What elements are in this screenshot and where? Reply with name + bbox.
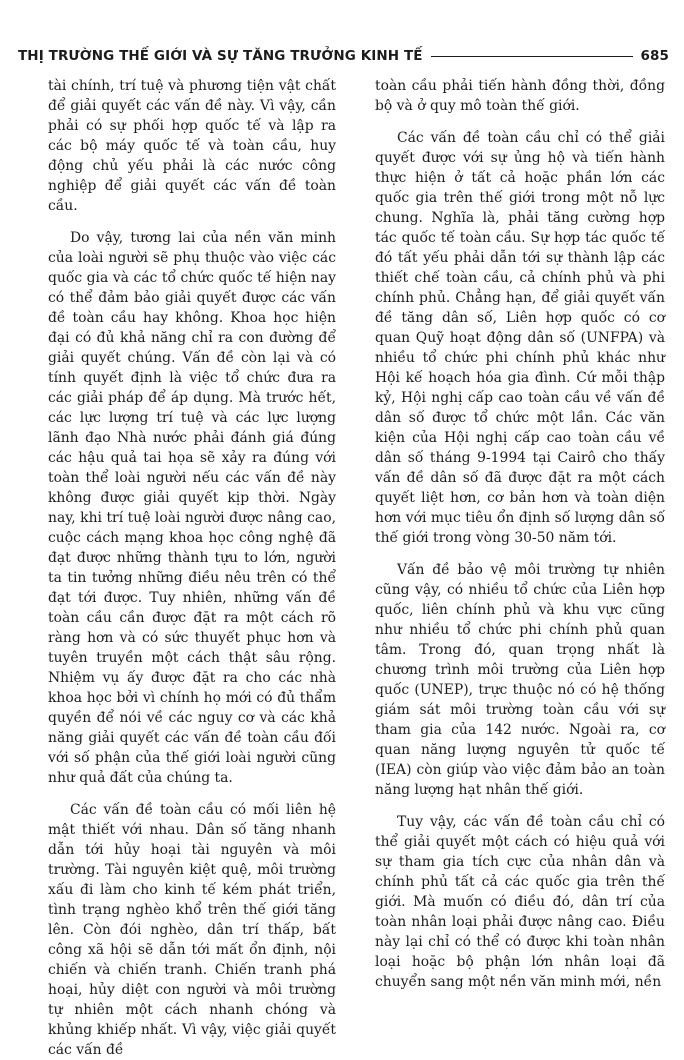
right-column bbox=[375, 76, 665, 992]
paragraph: Do vậy, tương lai của nền văn minh của loài người sẽ phụ thuộc vào việc các quốc gia và các tổ chức quốc tế hiện nay có thể đảm bảo giải quyết được các vấn đề toàn cầu hay không. Khoa học hiện đại có đủ khả năng chỉ ra con đường để giải quyết chúng. Vấn đề còn lại và có tính quyết định là việc tổ chức đưa ra các giải pháp để áp dụng. Mà trước hết, các lực lượng trí tuệ và các lực lượng lãnh đạo Nhà nước phải đánh giá đúng các hậu quả tai họa sẽ xảy ra đúng với toàn thể loài người nếu các vấn đề này không được giải quyết kịp thời. Ngày nay, khi trí tuệ loài người được nâng cao, cuộc cách mạng khoa học công nghệ đã đạt được những thành tựu to lớn, người ta tin tưởng những điều nêu trên có thể đạt tới được. Tuy nhiên, những vấn đề toàn cầu cần được đặt ra một cách rõ ràng hơn và có sức thuyết phục hơn và tuyên truyền một cách thật sâu rộng. Nhiệm vụ ấy được đặt ra cho các nhà khoa học bởi vì chính họ mới có đủ thẩm quyền để nói về các nguy cơ và các khả năng giải quyết các vấn đề toàn cầu đối với số phận của thế giới loài người cũng như quả đất của chúng ta. bbox=[48, 230, 336, 786]
paragraph: tài chính, trí tuệ và phương tiện vật chất để giải quyết các vấn đề này. Vì vậy, cần phải có sự phối hợp quốc tế và lập ra các bộ máy quốc tế và toàn cầu, huy động chủ yếu phải là các nước công nghiệp để giải quyết các vấn đề toàn cầu. bbox=[48, 78, 336, 214]
paragraph: Tuy vậy, các vấn đề toàn cầu chỉ có thể giải quyết một cách có hiệu quả với sự tham gia tích cực của nhân dân và chính phủ tất cả các quốc gia trên thế giới. Mà muốn có điều đó, dân trí của toàn nhân loại phải được nâng cao. Điều này lại chỉ có thể có được khi toàn nhân loại hoặc bộ phận lớn nhân loại đã chuyển sang một nền văn minh mới, nền bbox=[375, 814, 665, 990]
running-header bbox=[18, 46, 669, 66]
paragraph: Các vấn đề toàn cầu có mối liên hệ mật thiết với nhau. Dân số tăng nhanh dẫn tới hủy hoại tài nguyên và môi trường. Tài nguyên kiệt quệ, môi trường xấu đi làm cho kinh tế kém phát triển, tình trạng nghèo khổ trên thế giới tăng lên. Còn đói nghèo, dân trí thấp, bất công xã hội sẽ dẫn tới mất ổn định, nội chiến và chiến tranh. Chiến tranh phá hoại, hủy diệt con người và môi trường tự nhiên một cách nhanh chóng và khủng khiếp nhất. Vì vậy, việc giải quyết các vấn đề bbox=[48, 802, 336, 1058]
paragraph: toàn cầu phải tiến hành đồng thời, đồng bộ và ở quy mô toàn thế giới. bbox=[375, 78, 665, 114]
page-number: 685 bbox=[640, 48, 669, 64]
paragraph: Vấn đề bảo vệ môi trường tự nhiên cũng vậy, có nhiều tổ chức của Liên hợp quốc, liên chính phủ và khu vực cũng như nhiều tổ chức phi chính phủ quan tâm. Trong đó, quan trọng nhất là chương trình môi trường của Liên hợp quốc (UNEP), trực thuộc nó có hệ thống giám sát môi trường toàn cầu với sự tham gia của 142 nước. Ngoài ra, cơ quan năng lượng nguyên tử quốc tế (IEA) còn giúp vào việc đảm bảo an toàn năng lượng hạt nhân thế giới. bbox=[375, 562, 665, 798]
left-column bbox=[48, 76, 336, 1060]
running-header-title: THỊ TRƯỜNG THẾ GIỚI VÀ SỰ TĂNG TRƯỞNG KINH TẾ bbox=[18, 48, 423, 64]
paragraph: Các vấn đề toàn cầu chỉ có thể giải quyết được với sự ủng hộ và tiến hành thực hiện ở tất cả hoặc phần lớn các quốc gia trên thế giới trong một nỗ lực chung. Nghĩa là, phải tăng cường hợp tác quốc tế toàn cầu. Sự hợp tác quốc tế đó tất yếu phải dẫn tới sự thành lập các thiết chế toàn cầu, cả chính phủ và phi chính phủ. Chẳng hạn, để giải quyết vấn đề tăng dân số, Liên hợp quốc có cơ quan Quỹ hoạt động dân số (UNFPA) và nhiều tổ chức phi chính phủ khác như Hội kế hoạch hóa gia đình. Cứ mỗi thập kỷ, Hội nghị cấp cao toàn cầu về vấn đề dân số được tổ chức một lần. Các văn kiện của Hội nghị cấp cao toàn cầu về dân số tháng 9-1994 tại Cairô cho thấy vấn đề dân số đã được đặt ra một cách quyết liệt hơn, cơ bản hơn và toàn diện hơn với mục tiêu ổn định số lượng dân số thế giới trong vòng 30-50 năm tới. bbox=[375, 130, 665, 546]
header-rule bbox=[431, 56, 633, 57]
